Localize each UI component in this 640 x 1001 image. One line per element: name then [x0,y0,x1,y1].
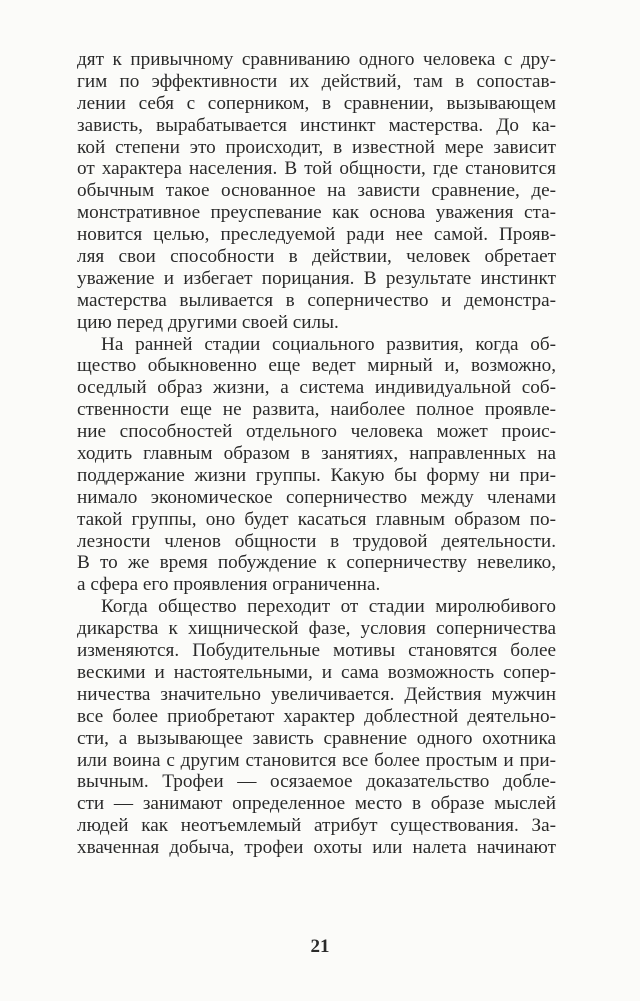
text-line: поддержание жизни группы. Какую бы форму ни при- [77,464,556,486]
text-line: все более приобретают характер доблестной деятельно- [77,705,556,727]
page-body-text [77,49,556,859]
text-line: сти — занимают определенное место в образе мыслей [77,793,556,815]
text-line: На ранней стадии социального развития, когда об- [101,333,556,355]
text-line: кой степени это происходит, в известной мере зависит [77,136,556,158]
text-line: монстративное преуспевание как основа уважения ста- [77,202,556,224]
text-line: нимало экономическое соперничество между членами [77,486,556,508]
text-line: хваченная добыча, трофеи охоты или налета начинают [77,837,556,859]
text-line: оседлый образ жизни, а система индивидуальной соб- [77,377,556,399]
text-line: вескими и настоятельными, и сама возможность сопер- [77,661,556,683]
text-line: щество обыкновенно еще ведет мирный и, возможно, [77,355,556,377]
page-number: 21 [310,936,330,957]
text-line: лении себя с соперником, в сравнении, вызывающем [77,92,556,114]
text-line: В то же время побуждение к соперничеству невелико, [77,552,556,574]
text-line: обычным такое основанное на зависти сравнение, де- [77,180,556,202]
text-line: такой группы, оно будет касаться главным образом по- [77,508,556,530]
text-line: от характера населения. В той общности, где становится [77,158,556,180]
text-line: дят к привычному сравниванию одного человека с дру- [77,49,556,70]
text-line: гим по эффективности их действий, там в сопостав- [77,70,556,92]
text-line: лезности членов общности в трудовой деятельности. [77,530,556,552]
text-line: а сфера его проявления ограниченна. [77,574,381,596]
text-line: дикарства к хищнической фазе, условия соперничества [77,618,556,640]
text-line: людей как неотъемлемый атрибут существования. За- [77,815,556,837]
text-line: мастерства выливается в соперничество и демонстра- [77,289,556,311]
text-line: или воина с другим становится все более простым и при- [77,749,556,771]
paragraph [77,49,556,334]
text-line: новится целью, преследуемой ради нее самой. Прояв- [77,224,556,246]
paragraph [77,334,556,597]
text-line: вычным. Трофеи — осязаемое доказательство добле- [77,771,556,793]
text-line: сти, а вызывающее зависть сравнение одного охотника [77,727,556,749]
text-line: уважение и избегает порицания. В результате инстинкт [77,267,556,289]
text-line: ничества значительно увеличивается. Действия мужчин [77,683,556,705]
paragraph [77,596,556,859]
text-line: ляя свои способности в действии, человек обретает [77,246,556,268]
text-line: ственности еще не развита, наиболее полное проявле- [77,399,556,421]
text-line: Когда общество переходит от стадии миролюбивого [101,596,556,618]
text-line: цию перед другими своей силы. [77,311,339,333]
text-line: ние способностей отдельного человека может проис- [77,421,556,443]
text-line: ходить главным образом в занятиях, направленных на [77,443,556,465]
text-line: изменяются. Побудительные мотивы становятся более [77,640,556,662]
text-line: зависть, вырабатывается инстинкт мастерства. До ка- [77,114,556,136]
